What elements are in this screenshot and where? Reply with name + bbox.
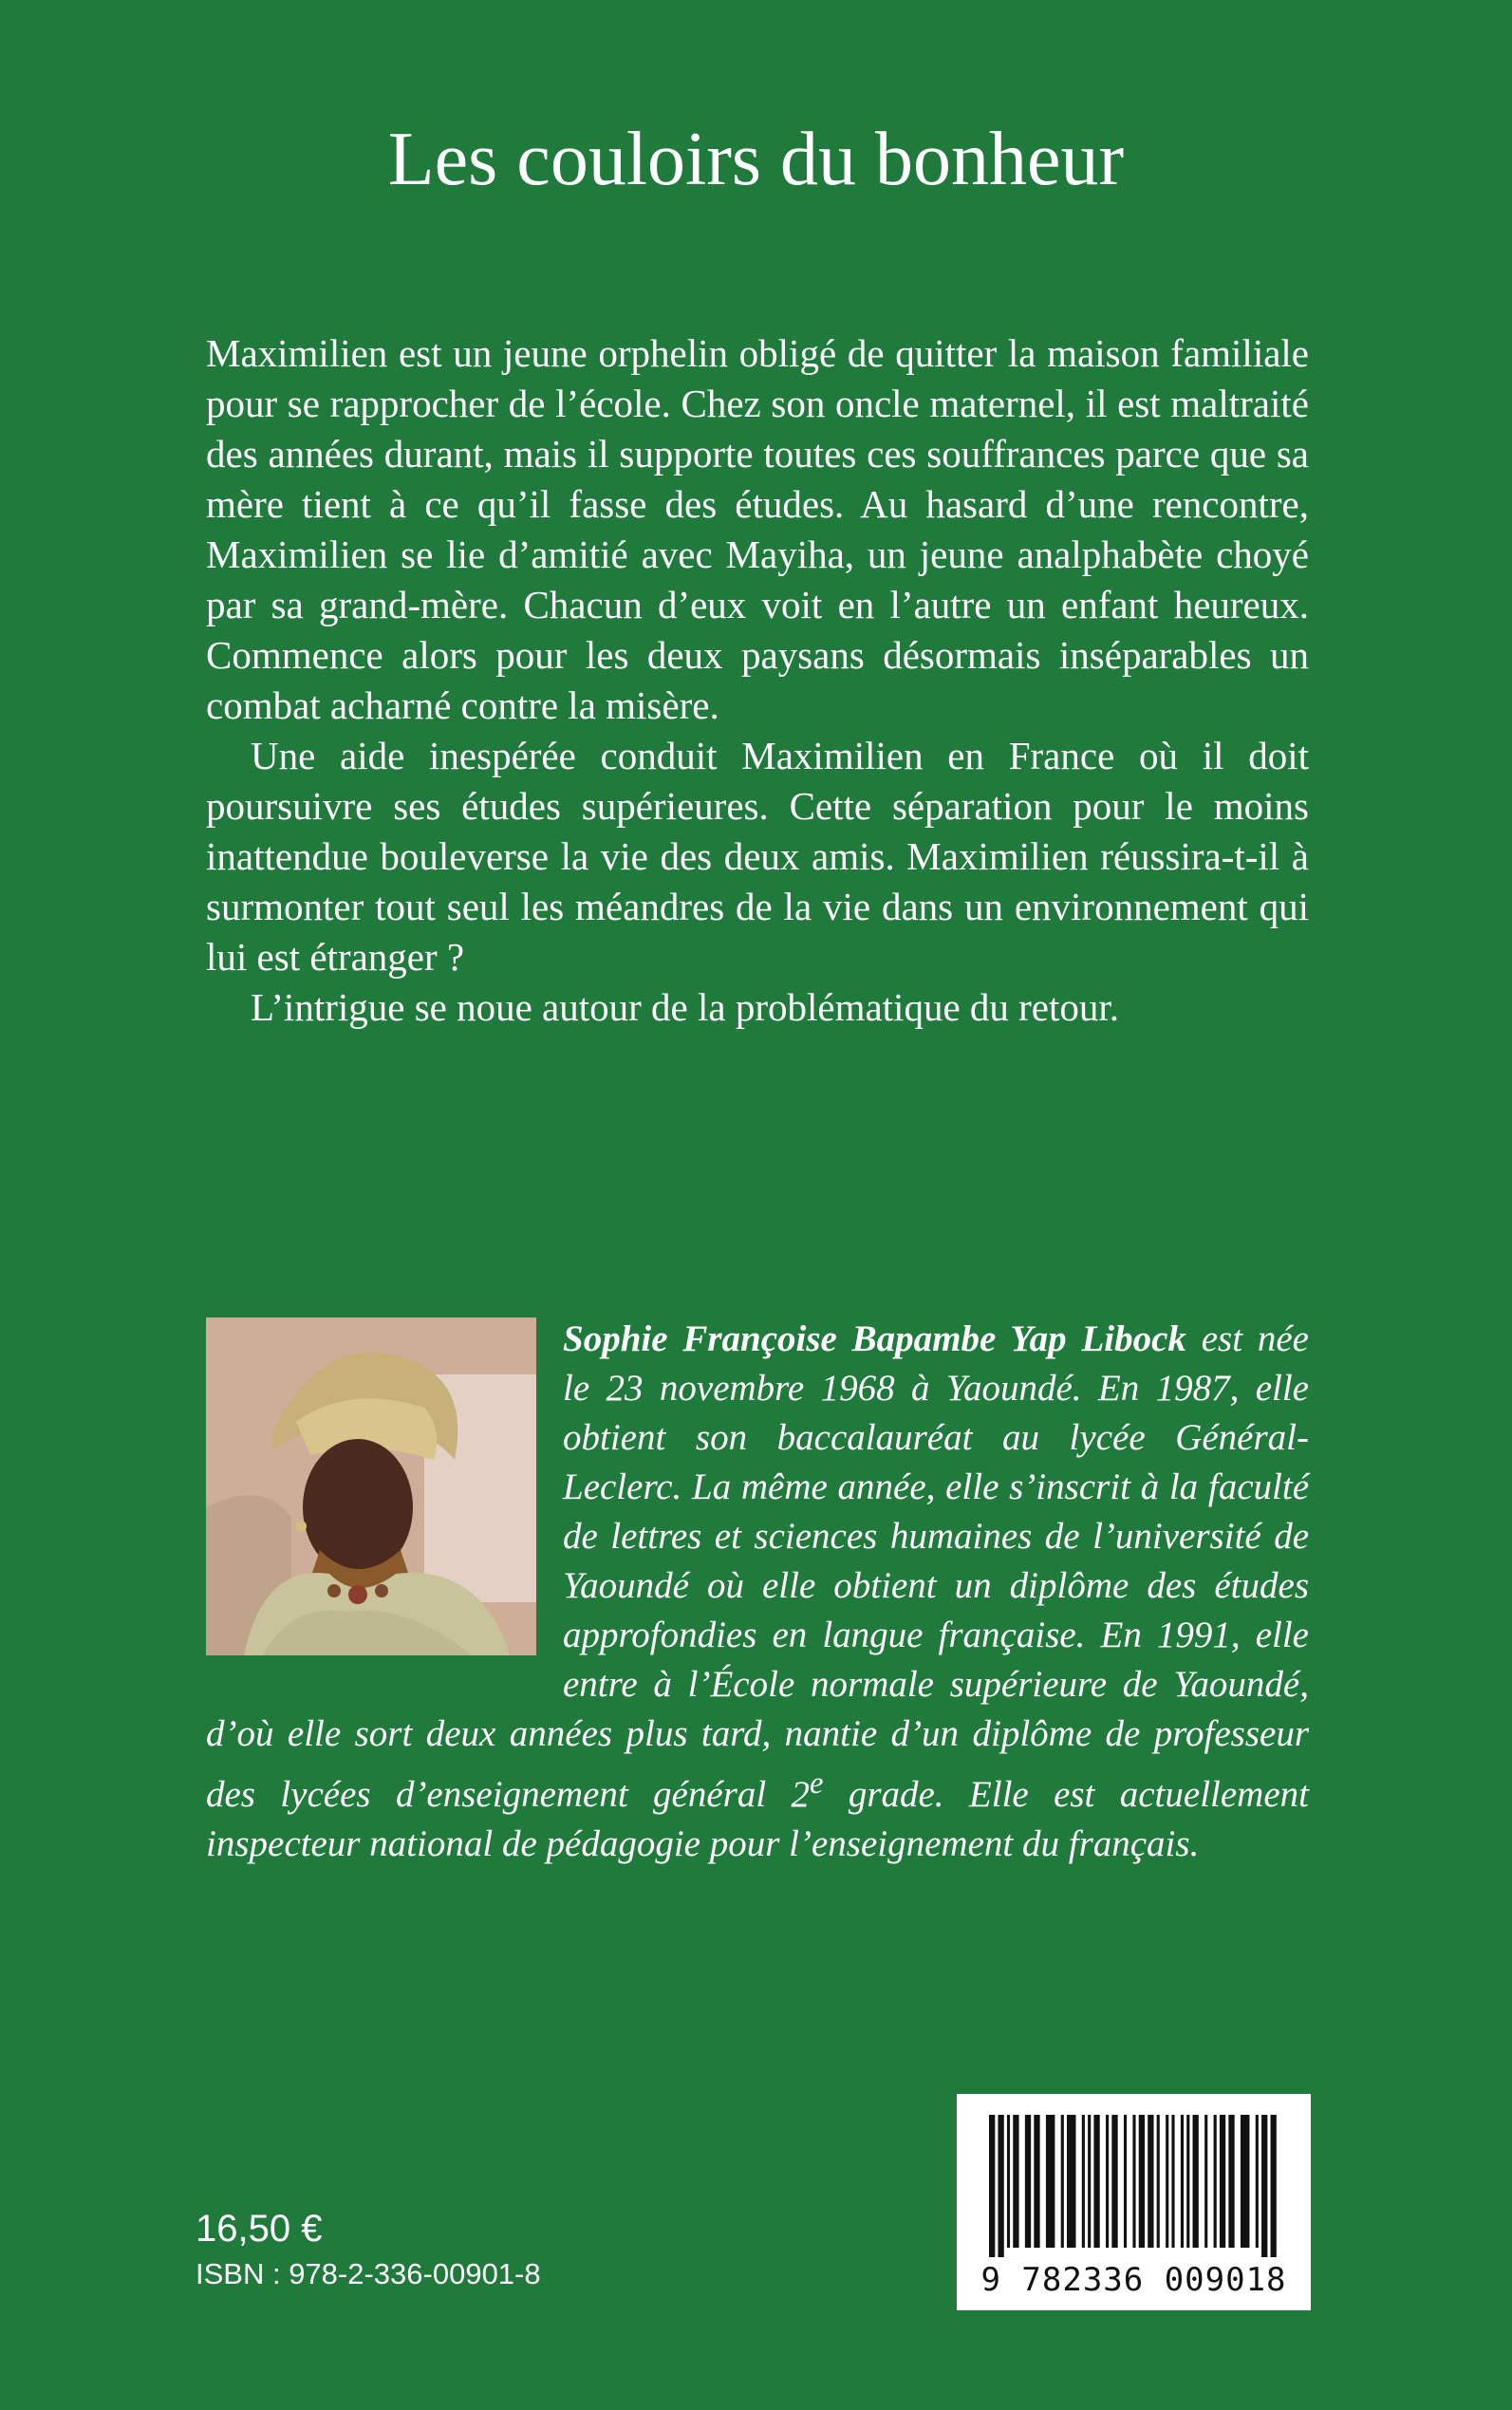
barcode-bar	[1220, 2115, 1225, 2248]
barcode-number: 9 782336 009018	[980, 2261, 1287, 2299]
barcode-bar	[1181, 2115, 1184, 2248]
synopsis-paragraph-3: L’intrigue se noue autour de la problématique du retour.	[251, 985, 1120, 1029]
barcode-bar	[1271, 2115, 1277, 2257]
barcode-bar	[1106, 2115, 1109, 2248]
author-bio-text: est née le 23 novembre 1968 à Yaoundé. En 1987, elle obtient son baccalauréat au lycée Général-Leclerc. La même année, elle s’inscrit à la faculté de lettres et sciences humaines de l’université de Yaoundé où elle obtient un diplôme des études approfondies en langue française. En 1991, elle entre à l’École normale supérieure de Yaoundé, d’où elle sort deux années plus tard, nantie d’un diplôme de professeur des lycées d’enseignement général 2	[206, 1318, 1309, 1815]
barcode-bar	[1204, 2115, 1207, 2248]
author-name: Sophie Françoise Bapambe Yap Libock	[563, 1318, 1186, 1359]
barcode-bar	[1132, 2115, 1135, 2248]
barcode-bar	[1256, 2115, 1259, 2248]
barcode-bar	[1034, 2115, 1039, 2248]
synopsis-paragraph-1: Maximilien est un jeune orphelin obligé de quitter la maison familiale pour se rapprocher de l’école. Chez son oncle maternel, il est maltraité des années durant, mais il supporte toutes ces souffrances parce que sa mère tient à ce qu’il fasse des études. Au hasard d’une rencontre, Maximilien se lie d’amitié avec Mayiha, un jeune analphabète choyé par sa grand-mère. Chacun d’eux voit en l’autre un enfant heureux. Commence alors pour les deux paysans désormais inséparables un combat acharné contre la misère.	[206, 331, 1309, 727]
book-title: Les couloirs du bonheur	[387, 118, 1125, 201]
synopsis	[206, 328, 1309, 1033]
author-portrait-photo	[206, 1317, 536, 1655]
barcode-bar	[1228, 2115, 1234, 2248]
barcode-bar	[1013, 2115, 1018, 2248]
barcode-bar	[1025, 2115, 1031, 2248]
barcode-bar	[1046, 2115, 1055, 2248]
author-bio	[206, 1315, 1309, 1869]
barcode-bar	[1186, 2115, 1189, 2248]
barcode-bar	[1007, 2115, 1010, 2248]
barcode-bar	[1166, 2115, 1168, 2248]
barcode-bar	[1139, 2115, 1145, 2248]
author-bio-text-end: grade. Elle est actuellement inspecteur national de pédagogie pour l’enseignement du français.	[206, 1774, 1309, 1864]
barcode-bar	[1061, 2115, 1064, 2248]
price: 16,50 €	[196, 2208, 323, 2250]
barcode-bar	[1261, 2115, 1267, 2257]
portrait-illustration	[206, 1317, 536, 1655]
barcode-bar	[1124, 2115, 1127, 2248]
barcode-bar	[1171, 2115, 1174, 2248]
barcode-bar	[1111, 2115, 1117, 2248]
barcode	[957, 2094, 1311, 2310]
barcode-bar	[1193, 2115, 1199, 2248]
barcode-bar	[1088, 2115, 1091, 2248]
author-bio-superscript: e	[810, 1766, 824, 1801]
barcode-bar	[1148, 2115, 1153, 2248]
barcode-bar	[1241, 2115, 1249, 2248]
barcode-bar	[1082, 2115, 1085, 2248]
barcode-bar	[1093, 2115, 1099, 2248]
barcode-bar	[998, 2115, 1003, 2257]
isbn: ISBN : 978-2-336-00901-8	[196, 2257, 541, 2290]
barcode-bars	[987, 2115, 1281, 2257]
barcode-bar	[989, 2115, 995, 2257]
barcode-bar	[1157, 2115, 1160, 2248]
synopsis-paragraph-2: Une aide inespérée conduit Maximilien en France où il doit poursuivre ses études supérieures. Cette séparation pour le moins inattendue bouleverse la vie des deux amis. Maximilien réussira-t-il à surmonter tout seul les méandres de la vie dans un environnement qui lui est étranger ?	[206, 734, 1309, 979]
barcode-bar	[1067, 2115, 1075, 2248]
barcode-bar	[1214, 2115, 1217, 2248]
